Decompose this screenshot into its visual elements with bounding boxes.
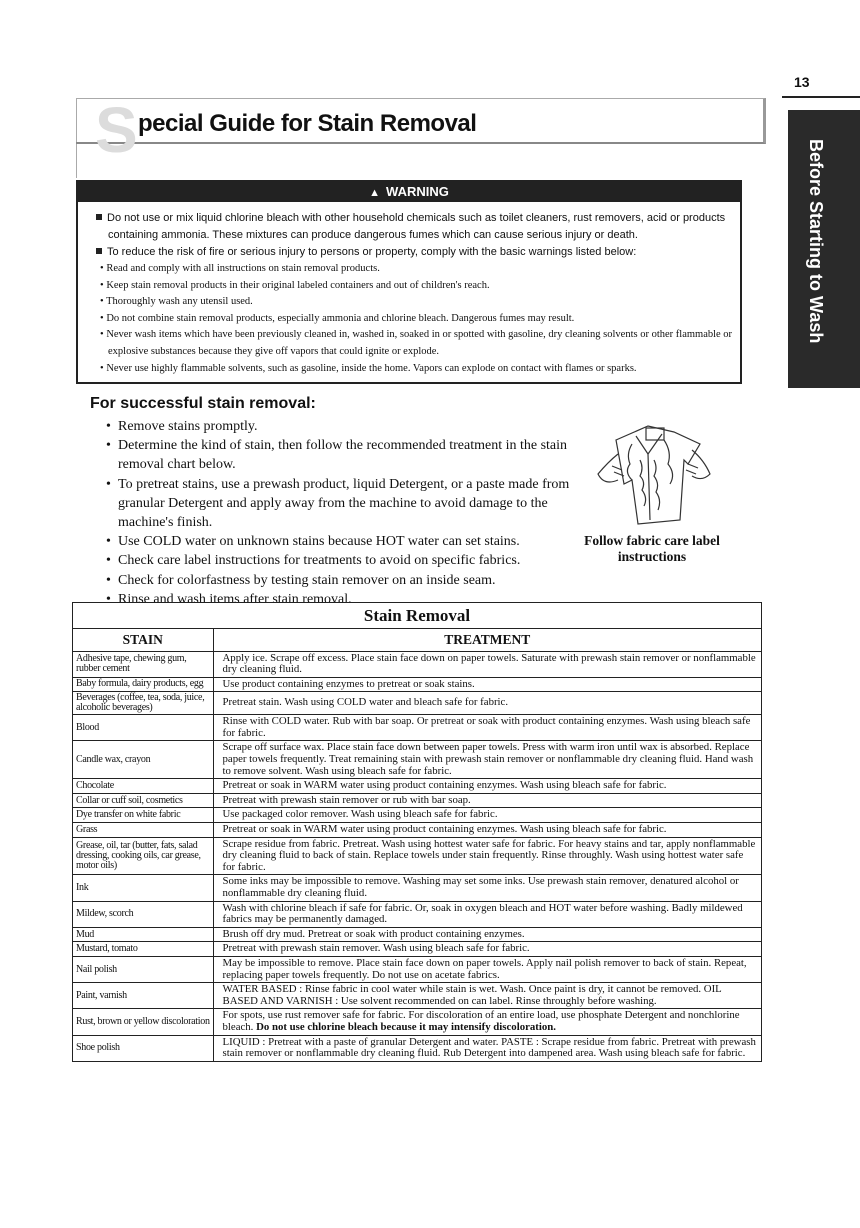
table-row [73,793,761,808]
column-header-stain: STAIN [73,629,213,651]
stain-cell: Dye transfer on white fabric [73,808,213,823]
stain-cell: Shoe polish [73,1035,213,1061]
table-row [73,837,761,875]
illustration-caption: Follow fabric care label instructions [584,533,720,564]
table-row [73,823,761,838]
treatment-cell: Pretreat or soak in WARM water using product containing enzymes. Wash using bleach safe for fabric. [213,823,761,838]
treatment-cell: May be impossible to remove. Place stain face down on paper towels. Apply nail polish remover to back of stain. Repeat, replacing paper towels frequently. Do not use on acetate fabrics. [213,956,761,982]
warning-bold-item: Do not use or mix liquid chlorine bleach with other household chemicals such as toilet cleaners, rust removers, acid or products containing ammonia. These mixtures can produce dangerous fumes which can cause serious injury or death. [86,210,740,244]
stain-cell: Candle wax, crayon [73,741,213,779]
treatment-cell: Some inks may be impossible to remove. Washing may set some inks. Use prewash stain remover, denatured alcohol or nonflammable dry cleaning fluid. [213,875,761,901]
stain-cell: Grease, oil, tar (butter, fats, salad dressing, cooking oils, car grease, motor oils) [73,837,213,875]
square-bullet-icon [96,214,102,220]
treatment-cell: Use product containing enzymes to pretreat or soak stains. [213,677,761,692]
stain-removal-table [72,602,762,1062]
shirt-care-label-illustration [588,420,718,528]
table-row [73,779,761,794]
treatment-cell: Pretreat with prewash stain remover or rub with bar soap. [213,793,761,808]
table-row [73,1035,761,1061]
warning-item: • Never use highly flammable solvents, such as gasoline, inside the home. Vapors can explode on contact with flames or sparks. [100,362,637,374]
treatment-cell: Rinse with COLD water. Rub with bar soap. Or pretreat or soak with product containing enzymes. Wash using bleach safe for fabric. [213,715,761,741]
success-tips-list [106,417,576,609]
treatment-cell: LIQUID : Pretreat with a paste of granular Detergent and water. PASTE : Scrape residue from fabric. Pretreat with prewash stain remover or nonflammable dry cleaning fluid. Rub Detergent into dampened area. Wash using bleach safe for fabric. [222,1035,756,1060]
warning-list [78,202,740,377]
section-side-tab-label: Before Starting to Wash [806,139,826,344]
warning-bold-item: To reduce the risk of fire or serious injury to persons or property, comply with the basic warnings listed below: [86,244,740,261]
tip-item: • Remove stains promptly. [106,417,576,436]
stain-cell: Beverages (coffee, tea, soda, juice, alcoholic beverages) [73,692,213,715]
stain-cell: Chocolate [73,779,213,794]
stain-cell: Baby formula, dairy products, egg [73,677,213,692]
warning-header [78,182,740,202]
stain-cell: Mustard, tomato [73,942,213,957]
page-title: pecial Guide for Stain Removal [138,110,477,137]
square-bullet-icon [96,248,102,254]
warning-item: • Keep stain removal products in their original labeled containers and out of children's reach. [100,279,490,291]
table-row [73,808,761,823]
stain-cell: Blood [73,715,213,741]
column-header-treatment: TREATMENT [213,629,761,651]
warning-item: • Never wash items which have been previously cleaned in, washed in, soaked in or spotted with gasoline, dry cleaning solvents or other flammable or explosive substances because they give off vapors that could ignite or explode. [100,329,733,357]
table-row [73,741,761,779]
table-row [73,983,761,1009]
warning-box [76,180,742,384]
warning-item: • Do not combine stain removal products, especially ammonia and chlorine bleach. Dangerous fumes may result. [100,312,575,324]
table-row [73,651,761,677]
table-row [73,875,761,901]
table-header-row [73,629,761,651]
stain-table-title: Stain Removal [73,603,761,629]
treatment-warning-text: Do not use chlorine bleach because it may intensify discoloration. [256,1020,556,1033]
treatment-cell: Wash with chlorine bleach if safe for fabric. Or, soak in oxygen bleach and HOT water before washing. Badly mildewed fabrics may be permanently damaged. [213,901,761,927]
table-row [73,692,761,715]
treatment-cell: WATER BASED : Rinse fabric in cool water while stain is wet. Wash. Once paint is dry, it cannot be removed. OIL BASED AND VARNISH : Use solvent recommended on can label. Rinse throughly before washing. [213,983,761,1009]
page-number: 13 [794,74,810,90]
table-row [73,901,761,927]
treatment-cell: Pretreat or soak in WARM water using product containing enzymes. Wash using bleach safe for fabric. [213,779,761,794]
table-row [73,677,761,692]
tip-item: • Check for colorfastness by testing stain remover on an inside seam. [106,571,576,590]
table-row [73,927,761,942]
treatment-cell: For spots, use rust remover safe for fabric. For discoloration of an entire load, use phosphate Detergent and nonchlorine bleach. Do not use chlorine bleach because it may intensify discoloration. [213,1009,761,1035]
tip-item: • Use COLD water on unknown stains because HOT water can set stains. [106,532,576,551]
stain-cell: Nail polish [73,956,213,982]
title-drop-letter: S [95,94,138,166]
warning-item: • Read and comply with all instructions on stain removal products. [100,263,380,274]
stain-cell: Rust, brown or yellow discoloration [73,1009,213,1035]
treatment-cell: Apply ice. Scrape off excess. Place stain face down on paper towels. Saturate with prewash stain remover or nonflammable dry cleaning fluid. [213,651,761,677]
table-row [73,715,761,741]
table-row [73,942,761,957]
table-row [73,1009,761,1035]
treatment-cell: Pretreat with prewash stain remover. Wash using bleach safe for fabric. [213,942,761,957]
table-row [73,956,761,982]
treatment-cell: Scrape off surface wax. Place stain face down between paper towels. Press with warm iron until wax is absorbed. Replace paper towels frequently. Treat remaining stain with prewash stain remover or nonflammable dry cleaning fluid. Hand wash to remove solvent. Wash using bleach safe for fabric. [213,741,761,779]
treatment-cell: Pretreat stain. Wash using COLD water and bleach safe for fabric. [213,692,761,715]
stain-cell: Paint, varnish [73,983,213,1009]
warning-triangle-icon: ▲ [369,187,381,199]
treatment-cell: Scrape residue from fabric. Pretreat. Wash using hottest water safe for fabric. For heavy stains and tar, apply nonflammable dry cleaning fluid to back of stain. Replace towels under stain frequently. Rinse throughly. Wash using hottest water safe for fabric. [213,837,761,875]
stain-cell: Mud [73,927,213,942]
warning-header-label: WARNING [386,184,449,199]
success-heading: For successful stain removal: [90,395,316,412]
stain-cell: Grass [73,823,213,838]
page-number-rule [782,96,860,98]
stain-cell: Mildew, scorch [73,901,213,927]
stain-cell: Ink [73,875,213,901]
stain-cell: Collar or cuff soil, cosmetics [73,793,213,808]
tip-item: • Rinse and wash items after stain removal. [106,590,576,609]
tip-item: • To pretreat stains, use a prewash product, liquid Detergent, or a paste made from granular Detergent and apply away from the machine to avoid damage to the machine's finish. [106,475,576,533]
treatment-cell: Brush off dry mud. Pretreat or soak with product containing enzymes. [213,927,761,942]
treatment-cell: Use packaged color remover. Wash using bleach safe for fabric. [213,808,761,823]
stain-table-grid [73,629,761,1061]
stain-cell: Adhesive tape, chewing gum, rubber cement [73,651,213,677]
warning-item: • Thoroughly wash any utensil used. [100,296,253,308]
tip-item: • Determine the kind of stain, then follow the recommended treatment in the stain removal chart below. [106,436,576,474]
tip-item: • Check care label instructions for treatments to avoid on specific fabrics. [106,551,576,570]
